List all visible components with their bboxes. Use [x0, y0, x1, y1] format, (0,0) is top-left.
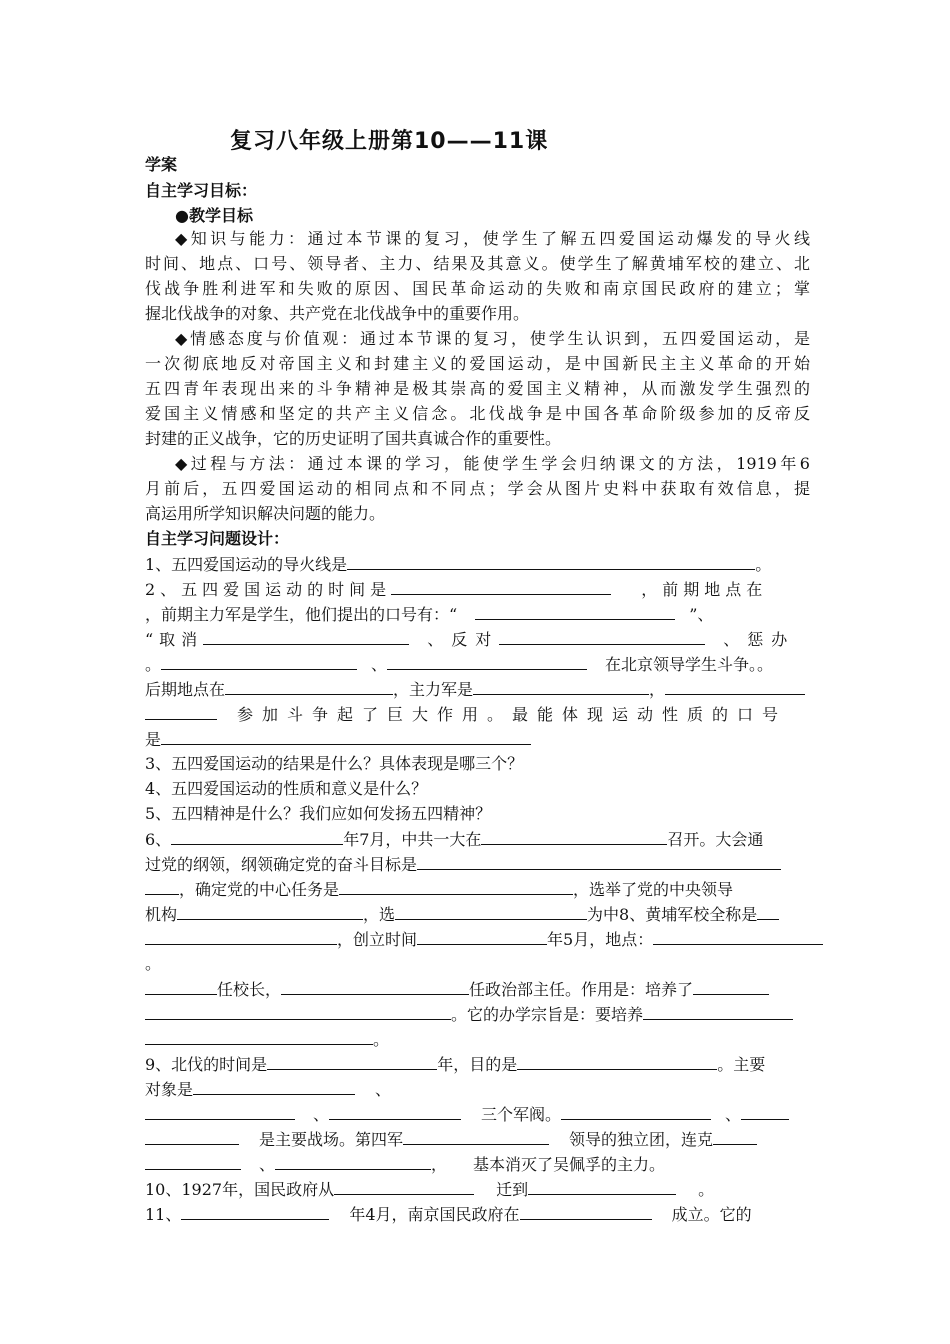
- question-4: 4、五四爱国运动的性质和意义是什么？: [145, 779, 428, 798]
- fill-blank[interactable]: [171, 826, 343, 845]
- question-3: 3、五四爱国运动的结果是什么？具体表现是哪三个？: [145, 754, 524, 773]
- fill-blank[interactable]: [225, 676, 393, 695]
- question-6: 6、 年7月，中共一大在 召开。大会通: [145, 826, 810, 851]
- question-2: 2、五四爱国运动的时间是 ，前期地点在: [145, 576, 810, 601]
- fill-blank[interactable]: [329, 1101, 461, 1120]
- fill-blank[interactable]: [481, 826, 667, 845]
- question-2-slogans: ，前期主力军是学生，他们提出的口号有：“ ”、: [145, 601, 810, 626]
- fill-blank[interactable]: [145, 976, 217, 995]
- fill-blank[interactable]: [145, 1126, 239, 1145]
- question-2-later: 后期地点在 ，主力军是 ，: [145, 676, 810, 701]
- question-8: ，创立时间 年5月，地点：: [145, 926, 850, 951]
- question-6: ，确定党的中心任务是 ，选举了党的中央领导: [145, 876, 810, 901]
- fill-blank[interactable]: [275, 1151, 431, 1170]
- fill-blank[interactable]: [713, 1126, 757, 1145]
- question-9: 、 三个军阀。 、: [145, 1101, 810, 1126]
- fill-blank[interactable]: [145, 1001, 451, 1020]
- para3-line: 月前后，五四爱国运动的相同点和不同点；学会从图片史料中获取有效信息，提: [145, 479, 810, 498]
- fill-blank[interactable]: [145, 1026, 373, 1045]
- fill-blank[interactable]: [395, 901, 587, 920]
- question-8: 。: [145, 1026, 810, 1051]
- fill-blank[interactable]: [403, 1126, 549, 1145]
- question-10: 10、1927年，国民政府从 迁到 。: [145, 1176, 810, 1201]
- fill-blank[interactable]: [281, 976, 469, 995]
- fill-blank[interactable]: [520, 1201, 652, 1220]
- fill-blank[interactable]: [145, 876, 179, 895]
- question-2-later: 参加斗争起了巨大作用。最能体现运动性质的口号: [145, 701, 810, 726]
- question-1: 1、五四爱国运动的导火线是 。: [145, 551, 810, 576]
- fill-blank[interactable]: [643, 1001, 793, 1020]
- para2-line: 封建的正义战争，它的历史证明了国共真诚合作的重要性。: [145, 429, 562, 448]
- fill-blank[interactable]: [665, 676, 805, 695]
- fill-blank[interactable]: [145, 926, 337, 945]
- question-5: 5、五四精神是什么？我们应如何发扬五四精神？: [145, 804, 492, 823]
- question-6: 过党的纲领，纲领确定党的奋斗目标是: [145, 851, 835, 876]
- question-9: 9、北伐的时间是 年，目的是 。主要: [145, 1051, 810, 1076]
- fill-blank[interactable]: [181, 1201, 329, 1220]
- question-2-slogan: 是: [145, 726, 810, 751]
- fill-blank[interactable]: [417, 926, 547, 945]
- question-9: 是主要战场。第四军 领导的独立团，连克: [145, 1126, 810, 1151]
- fill-blank[interactable]: [267, 1051, 437, 1070]
- fill-blank[interactable]: [347, 551, 755, 570]
- fill-blank[interactable]: [417, 851, 781, 870]
- fill-blank[interactable]: [475, 601, 675, 620]
- question-11: 11、 年4月，南京国民政府在 成立。它的: [145, 1201, 810, 1226]
- fill-blank[interactable]: [473, 676, 649, 695]
- question-8: 任校长， 任政治部主任。作用是：培养了: [145, 976, 810, 1001]
- objectives-heading: 自主学习目标：: [145, 181, 258, 200]
- fill-blank[interactable]: [145, 1101, 295, 1120]
- question-6: 机构 ，选 为中8、黄埔军校全称是: [145, 901, 810, 926]
- para1-line: 时间、地点、口号、领导者、主力、结果及其意义。使学生了解黄埔军校的建立、北: [145, 254, 810, 273]
- fill-blank[interactable]: [203, 626, 409, 645]
- fill-blank[interactable]: [145, 701, 217, 720]
- fill-blank[interactable]: [391, 576, 611, 595]
- question-9: 对象是 、: [145, 1076, 810, 1101]
- fill-blank[interactable]: [653, 926, 823, 945]
- question-2-slogans: “取消 、反对 、惩办: [145, 626, 810, 651]
- fill-blank[interactable]: [339, 876, 573, 895]
- fill-blank[interactable]: [757, 901, 779, 920]
- question-8: 。它的办学宗旨是：要培养: [145, 1001, 810, 1026]
- para1-line: 伐战争胜利进军和失败的原因、国民革命运动的失败和南京国民政府的建立；掌: [145, 279, 810, 298]
- para2-line: 一次彻底地反对帝国主义和封建主义的爱国运动，是中国新民主主义革命的开始: [145, 354, 810, 373]
- fill-blank[interactable]: [499, 626, 705, 645]
- study-plan-label: 学案: [145, 155, 178, 174]
- fill-blank[interactable]: [161, 651, 357, 670]
- fill-blank[interactable]: [177, 901, 363, 920]
- page-title: 复习八年级上册第10——11课: [230, 129, 549, 154]
- fill-blank[interactable]: [145, 1151, 241, 1170]
- para3-line: ◆过程与方法：通过本课的学习，能使学生学会归纳课文的方法，1919年6: [175, 454, 810, 473]
- para1-line: 握北伐战争的对象、共产党在北伐战争中的重要作用。: [145, 304, 530, 323]
- para1-line: ◆知识与能力：通过本节课的复习，使学生了解五四爱国运动爆发的导火线: [175, 229, 810, 248]
- questions-heading: 自主学习问题设计：: [145, 529, 290, 548]
- para2-line: 爱国主义情感和坚定的共产主义信念。北伐战争是中国各革命阶级参加的反帝反: [145, 404, 810, 423]
- fill-blank[interactable]: [161, 726, 531, 745]
- para3-line: 高运用所学知识解决问题的能力。: [145, 504, 386, 523]
- fill-blank[interactable]: [193, 1076, 355, 1095]
- fill-blank[interactable]: [517, 1051, 717, 1070]
- question-8: 。: [145, 954, 162, 973]
- fill-blank[interactable]: [334, 1176, 474, 1195]
- fill-blank[interactable]: [528, 1176, 676, 1195]
- fill-blank[interactable]: [693, 976, 769, 995]
- para2-line: 五四青年表现出来的斗争精神是极其崇高的爱国主义精神，从而激发学生强烈的: [145, 379, 810, 398]
- fill-blank[interactable]: [387, 651, 587, 670]
- fill-blank[interactable]: [561, 1101, 711, 1120]
- para2-line: ◆情感态度与价值观：通过本节课的复习，使学生认识到，五四爱国运动，是: [175, 329, 810, 348]
- teaching-goals-heading: ●教学目标: [175, 206, 253, 225]
- fill-blank[interactable]: [741, 1101, 789, 1120]
- question-9: 、 ， 基本消灭了吴佩孚的主力。: [145, 1151, 810, 1176]
- question-2-leaders: 。 、 在北京领导学生斗争。。: [145, 651, 810, 676]
